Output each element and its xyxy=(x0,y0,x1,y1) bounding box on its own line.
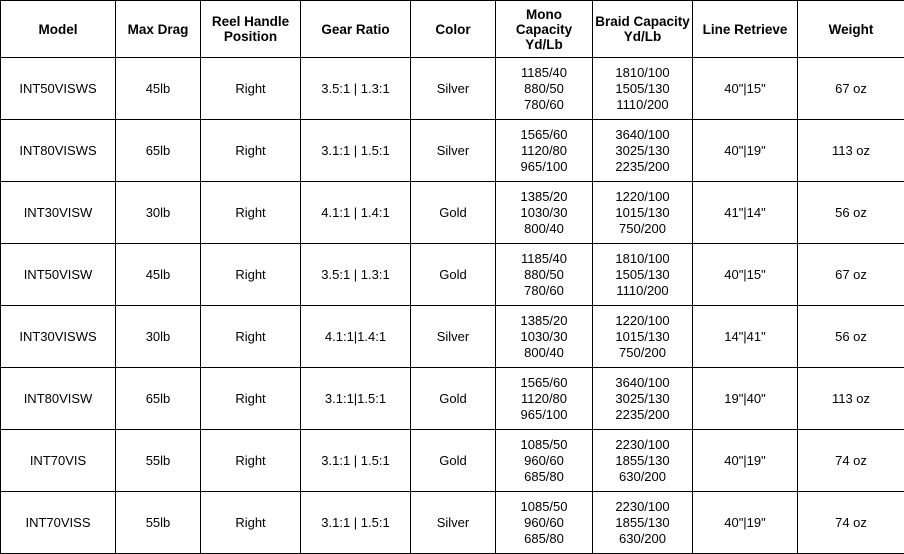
capacity-line: 1220/100 xyxy=(593,313,692,329)
cell-gear-ratio: 4.1:1|1.4:1 xyxy=(301,306,411,368)
header-line: Model xyxy=(39,22,78,37)
cell-line-retrieve: 40"|19" xyxy=(693,430,798,492)
column-header-line-retrieve xyxy=(693,1,798,58)
cell-mono-capacity xyxy=(496,182,593,244)
header-line: Line xyxy=(703,22,731,37)
capacity-line: 1810/100 xyxy=(593,65,692,81)
cell-color: Silver xyxy=(411,120,496,182)
cell-model: INT70VISS xyxy=(1,492,116,554)
cell-max-drag: 55lb xyxy=(116,492,201,554)
capacity-line: 800/40 xyxy=(496,345,592,361)
header-line: Retrieve xyxy=(734,22,787,37)
cell-handle-position: Right xyxy=(201,492,301,554)
capacity-line: 3025/130 xyxy=(593,143,692,159)
capacity-line: 1015/130 xyxy=(593,329,692,345)
cell-gear-ratio: 3.1:1|1.5:1 xyxy=(301,368,411,430)
capacity-line: 1110/200 xyxy=(593,97,692,113)
cell-weight: 74 oz xyxy=(798,430,904,492)
cell-model: INT30VISWS xyxy=(1,306,116,368)
cell-max-drag: 55lb xyxy=(116,430,201,492)
cell-braid-capacity xyxy=(593,120,693,182)
table-body xyxy=(1,58,904,554)
column-header-model xyxy=(1,1,116,58)
capacity-line: 1120/80 xyxy=(496,391,592,407)
capacity-line: 630/200 xyxy=(593,531,692,547)
header-line: Color xyxy=(435,22,470,37)
capacity-line: 780/60 xyxy=(496,283,592,299)
cell-model: INT30VISW xyxy=(1,182,116,244)
capacity-line: 685/80 xyxy=(496,531,592,547)
header-line: Reel Handle xyxy=(212,14,289,29)
capacity-line: 750/200 xyxy=(593,221,692,237)
table-row xyxy=(1,120,904,182)
header-line: Gear Ratio xyxy=(321,22,389,37)
capacity-line: 780/60 xyxy=(496,97,592,113)
table-row xyxy=(1,306,904,368)
cell-braid-capacity xyxy=(593,182,693,244)
column-header-reel-handle-position xyxy=(201,1,301,58)
cell-line-retrieve: 41"|14" xyxy=(693,182,798,244)
table-row xyxy=(1,430,904,492)
table-header xyxy=(1,1,904,58)
capacity-line: 1185/40 xyxy=(496,65,592,81)
header-line: Yd/Lb xyxy=(525,37,563,52)
capacity-line: 1810/100 xyxy=(593,251,692,267)
table-row xyxy=(1,244,904,306)
header-line: Braid xyxy=(595,14,630,29)
cell-gear-ratio: 3.1:1 | 1.5:1 xyxy=(301,120,411,182)
cell-handle-position: Right xyxy=(201,58,301,120)
cell-max-drag: 65lb xyxy=(116,368,201,430)
cell-mono-capacity xyxy=(496,58,593,120)
header-line: Position xyxy=(224,29,277,44)
capacity-line: 3640/100 xyxy=(593,375,692,391)
cell-color: Gold xyxy=(411,368,496,430)
capacity-line: 1505/130 xyxy=(593,267,692,283)
cell-mono-capacity xyxy=(496,368,593,430)
cell-color: Silver xyxy=(411,306,496,368)
cell-line-retrieve: 40"|15" xyxy=(693,244,798,306)
capacity-line: 960/60 xyxy=(496,453,592,469)
cell-mono-capacity xyxy=(496,306,593,368)
capacity-line: 2235/200 xyxy=(593,159,692,175)
cell-braid-capacity xyxy=(593,492,693,554)
capacity-line: 880/50 xyxy=(496,267,592,283)
cell-handle-position: Right xyxy=(201,430,301,492)
cell-weight: 113 oz xyxy=(798,120,904,182)
capacity-line: 965/100 xyxy=(496,407,592,423)
capacity-line: 1015/130 xyxy=(593,205,692,221)
cell-gear-ratio: 4.1:1 | 1.4:1 xyxy=(301,182,411,244)
column-header-color xyxy=(411,1,496,58)
capacity-line: 1185/40 xyxy=(496,251,592,267)
header-line: Mono xyxy=(526,7,562,22)
capacity-line: 1505/130 xyxy=(593,81,692,97)
capacity-line: 1030/30 xyxy=(496,329,592,345)
cell-weight: 56 oz xyxy=(798,182,904,244)
capacity-line: 1855/130 xyxy=(593,515,692,531)
table-row xyxy=(1,58,904,120)
cell-mono-capacity xyxy=(496,430,593,492)
cell-color: Gold xyxy=(411,244,496,306)
cell-weight: 67 oz xyxy=(798,244,904,306)
cell-braid-capacity xyxy=(593,430,693,492)
capacity-line: 750/200 xyxy=(593,345,692,361)
capacity-line: 1565/60 xyxy=(496,375,592,391)
cell-mono-capacity xyxy=(496,492,593,554)
capacity-line: 2235/200 xyxy=(593,407,692,423)
capacity-line: 1120/80 xyxy=(496,143,592,159)
cell-handle-position: Right xyxy=(201,182,301,244)
capacity-line: 1030/30 xyxy=(496,205,592,221)
capacity-line: 3025/130 xyxy=(593,391,692,407)
cell-handle-position: Right xyxy=(201,306,301,368)
cell-model: INT80VISW xyxy=(1,368,116,430)
cell-braid-capacity xyxy=(593,58,693,120)
cell-mono-capacity xyxy=(496,244,593,306)
cell-handle-position: Right xyxy=(201,368,301,430)
cell-gear-ratio: 3.5:1 | 1.3:1 xyxy=(301,58,411,120)
cell-line-retrieve: 40"|19" xyxy=(693,120,798,182)
capacity-line: 630/200 xyxy=(593,469,692,485)
table-header-row xyxy=(1,1,904,58)
cell-color: Silver xyxy=(411,492,496,554)
cell-model: INT80VISWS xyxy=(1,120,116,182)
header-line: Capacity xyxy=(516,22,572,37)
header-line: Max Drag xyxy=(128,22,189,37)
capacity-line: 1565/60 xyxy=(496,127,592,143)
capacity-line: 1385/20 xyxy=(496,189,592,205)
cell-gear-ratio: 3.1:1 | 1.5:1 xyxy=(301,492,411,554)
capacity-line: 1855/130 xyxy=(593,453,692,469)
capacity-line: 1085/50 xyxy=(496,499,592,515)
capacity-line: 1085/50 xyxy=(496,437,592,453)
cell-handle-position: Right xyxy=(201,244,301,306)
capacity-line: 1385/20 xyxy=(496,313,592,329)
cell-gear-ratio: 3.5:1 | 1.3:1 xyxy=(301,244,411,306)
capacity-line: 800/40 xyxy=(496,221,592,237)
cell-line-retrieve: 40"|15" xyxy=(693,58,798,120)
cell-model: INT50VISW xyxy=(1,244,116,306)
cell-line-retrieve: 40"|19" xyxy=(693,492,798,554)
table-row xyxy=(1,492,904,554)
table-row xyxy=(1,182,904,244)
cell-braid-capacity xyxy=(593,368,693,430)
header-line: Yd/Lb xyxy=(624,29,662,44)
cell-max-drag: 45lb xyxy=(116,58,201,120)
capacity-line: 2230/100 xyxy=(593,437,692,453)
cell-model: INT50VISWS xyxy=(1,58,116,120)
cell-line-retrieve: 19"|40" xyxy=(693,368,798,430)
column-header-braid-capacity xyxy=(593,1,693,58)
cell-max-drag: 45lb xyxy=(116,244,201,306)
header-line: Weight xyxy=(829,22,874,37)
cell-gear-ratio: 3.1:1 | 1.5:1 xyxy=(301,430,411,492)
column-header-max-drag xyxy=(116,1,201,58)
capacity-line: 965/100 xyxy=(496,159,592,175)
column-header-mono-capacity xyxy=(496,1,593,58)
cell-max-drag: 30lb xyxy=(116,306,201,368)
cell-max-drag: 65lb xyxy=(116,120,201,182)
cell-color: Gold xyxy=(411,430,496,492)
cell-braid-capacity xyxy=(593,244,693,306)
cell-color: Gold xyxy=(411,182,496,244)
cell-weight: 56 oz xyxy=(798,306,904,368)
column-header-gear-ratio xyxy=(301,1,411,58)
column-header-weight xyxy=(798,1,904,58)
cell-model: INT70VIS xyxy=(1,430,116,492)
cell-weight: 74 oz xyxy=(798,492,904,554)
capacity-line: 880/50 xyxy=(496,81,592,97)
cell-weight: 113 oz xyxy=(798,368,904,430)
cell-mono-capacity xyxy=(496,120,593,182)
cell-braid-capacity xyxy=(593,306,693,368)
cell-weight: 67 oz xyxy=(798,58,904,120)
cell-color: Silver xyxy=(411,58,496,120)
capacity-line: 685/80 xyxy=(496,469,592,485)
capacity-line: 960/60 xyxy=(496,515,592,531)
table-row xyxy=(1,368,904,430)
cell-handle-position: Right xyxy=(201,120,301,182)
capacity-line: 1220/100 xyxy=(593,189,692,205)
cell-max-drag: 30lb xyxy=(116,182,201,244)
capacity-line: 3640/100 xyxy=(593,127,692,143)
capacity-line: 2230/100 xyxy=(593,499,692,515)
cell-line-retrieve: 14"|41" xyxy=(693,306,798,368)
capacity-line: 1110/200 xyxy=(593,283,692,299)
header-line: Capacity xyxy=(634,14,690,29)
